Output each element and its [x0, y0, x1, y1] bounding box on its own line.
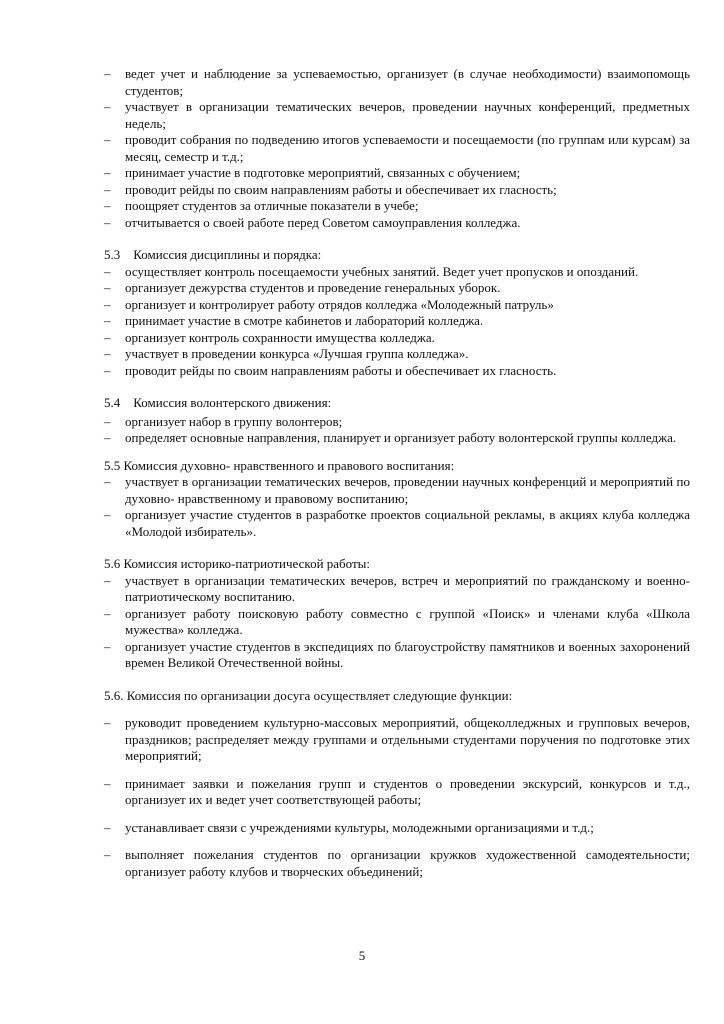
bullet-dash: – — [104, 214, 111, 230]
list-item: – организует набор в группу волонтеров; — [104, 413, 343, 429]
bullet-dash: – — [104, 198, 111, 213]
document-body — [104, 66, 690, 880]
list-item: – ведет учет и наблюдение за успеваемостью, организует (в случае необходимости) взаимопомощь студентов; — [104, 66, 690, 98]
section-heading: 5.3 Комиссия дисциплины и порядка: — [104, 247, 322, 262]
list-item: – организует участие студентов в экспедициях по благоустройству памятников и военных захоронений времен Великой Отечественной войны. — [104, 638, 690, 670]
list-item: – участвует в организации тематических вечеров, проведении научных конференций и мероприятий по духовно- нравственному и правовому воспитанию; — [104, 474, 690, 506]
list-item: – определяет основные направления, планирует и организует работу волонтерской группы колледжа. — [104, 430, 677, 445]
section-5-4 — [104, 395, 690, 447]
section-heading: 5.6 Комиссия историко-патриотической работы: — [104, 556, 371, 571]
section-5-6-leisure — [104, 688, 690, 881]
bullet-dash: – — [104, 66, 111, 81]
list-item: – отчитывается о своей работе перед Советом самоуправления колледжа. — [104, 214, 521, 230]
list-item: – принимает участие в подготовке мероприятий, связанных с обучением; — [104, 165, 521, 180]
bullet-dash: – — [104, 430, 111, 445]
section-heading: 5.4 Комиссия волонтерского движения: — [104, 395, 332, 410]
section-5-6 — [104, 556, 690, 672]
list-item: – организует контроль сохранности имущества колледжа. — [104, 329, 435, 345]
bullet-dash: – — [104, 819, 111, 835]
list-item: – организует участие студентов в разработке проектов социальной рекламы, в акциях клуба колледжа «Молодой избиратель». — [104, 507, 690, 539]
bullet-dash: – — [104, 329, 111, 345]
bullet-dash: – — [104, 507, 111, 522]
list-item: – руководит проведением культурно-массовых мероприятий, общеколледжных и групповых вечеров, праздников; распределяет между группами и отдельными студентами поручения по подготовке этих мероприятий; — [104, 715, 690, 763]
bullet-dash: – — [104, 280, 111, 295]
section-heading: 5.5 Комиссия духовно- нравственного и правового воспитания: — [104, 457, 455, 473]
list-item: – проводит собрания по подведению итогов успеваемости и посещаемости (по группам или курсам) за месяц, семестр и т.д.; — [104, 132, 690, 164]
page-number: 5 — [358, 948, 366, 963]
bullet-dash: – — [104, 638, 111, 654]
list-item: – принимает участие в смотре кабинетов и лабораторий колледжа. — [104, 313, 484, 328]
bullet-dash: – — [104, 715, 111, 730]
section-5-5 — [104, 458, 690, 541]
list-item: – участвует в проведении конкурса «Лучшая группа колледжа». — [104, 346, 469, 361]
bullet-dash: – — [104, 99, 111, 114]
list-item: – организует дежурства студентов и проведение генеральных уборок. — [104, 280, 501, 295]
list-item: – принимает заявки и пожелания групп и студентов о проведении экскурсий, конкурсов и т.д., организует их и ведет учет соответствующей работы; — [104, 775, 690, 807]
bullet-dash: – — [104, 474, 111, 489]
bullet-dash: – — [104, 263, 111, 279]
list-item: – участвует в организации тематических вечеров, встреч и мероприятий по гражданскому и военно-патриотическому воспитанию. — [104, 572, 690, 604]
bullet-dash: – — [104, 165, 111, 180]
list-item: – осуществляет контроль посещаемости учебных занятий. Ведет учет пропусков и опозданий. — [104, 263, 639, 279]
bullet-dash: – — [104, 296, 111, 312]
list-block-1 — [104, 66, 690, 231]
bullet-dash: – — [104, 132, 111, 147]
section-5-3 — [104, 247, 690, 379]
list-item: – выполняет пожелания студентов по организации кружков художественной самодеятельности; организует работу клубов и творческих объединений; — [104, 847, 690, 879]
bullet-dash: – — [104, 775, 111, 791]
bullet-dash: – — [104, 313, 111, 328]
list-item: – поощряет студентов за отличные показатели в учебе; — [104, 198, 419, 213]
list-item: – участвует в организации тематических вечеров, проведении научных конференций, предметных недель; — [104, 99, 690, 131]
bullet-dash: – — [104, 346, 111, 361]
list-item: – организует и контролирует работу отрядов колледжа «Молодежный патруль» — [104, 296, 554, 312]
list-item: – организует работу поисковую работу совместно с группой «Поиск» и членами клуба «Школа мужества» колледжа. — [104, 605, 690, 637]
list-item: – проводит рейды по своим направлениям работы и обеспечивает их гласность; — [104, 181, 557, 197]
bullet-dash: – — [104, 572, 111, 588]
section-heading: 5.6. Комиссия по организации досуга осуществляет следующие функции: — [104, 687, 513, 703]
bullet-dash: – — [104, 362, 111, 378]
bullet-dash: – — [104, 605, 111, 621]
list-item: – проводит рейды по своим направлениям работы и обеспечивает их гласность. — [104, 362, 557, 378]
list-item: – устанавливает связи с учреждениями культуры, молодежными организациями и т.д.; — [104, 819, 594, 835]
bullet-dash: – — [104, 413, 111, 429]
bullet-dash: – — [104, 181, 111, 197]
bullet-dash: – — [104, 847, 111, 862]
